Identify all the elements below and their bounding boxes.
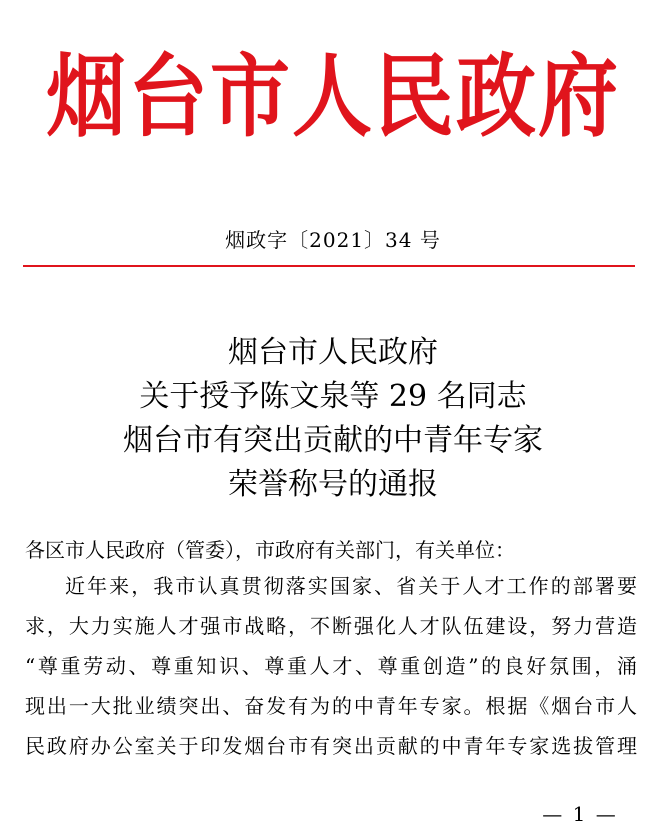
title-line-1: 烟台市人民政府 xyxy=(228,335,438,370)
body-line-5: 民政府办公室关于印发烟台市有突出贡献的中青年专家选拔管理 xyxy=(25,734,637,758)
title-line-4: 荣誉称号的通报 xyxy=(228,467,438,502)
body-line-2: 求，大力实施人才强市战略，不断强化人才队伍建设，努力营造 xyxy=(25,614,637,638)
red-divider-rule xyxy=(23,265,635,267)
notice-title xyxy=(0,331,666,507)
title-line-2: 关于授予陈文泉等 29 名同志 xyxy=(139,379,527,414)
body-line-4: 现出一大批业绩突出、奋发有为的中青年专家。根据《烟台市人 xyxy=(25,694,637,718)
body-line-3: “尊重劳动、尊重知识、尊重人才、尊重创造”的良好氛围，涌 xyxy=(25,654,637,678)
salutation: 各区市人民政府（管委），市政府有关部门，有关单位： xyxy=(25,538,515,562)
document-number: 烟政字〔2021〕34 号 xyxy=(225,228,441,252)
title-line-3: 烟台市有突出贡献的中青年专家 xyxy=(123,423,543,458)
body-line-1: 近年来，我市认真贯彻落实国家、省关于人才工作的部署要 xyxy=(65,574,637,598)
masthead-title: 烟台市人民政府 xyxy=(46,43,620,149)
page-number: — 1 — xyxy=(542,802,618,826)
body-paragraph xyxy=(25,566,637,766)
